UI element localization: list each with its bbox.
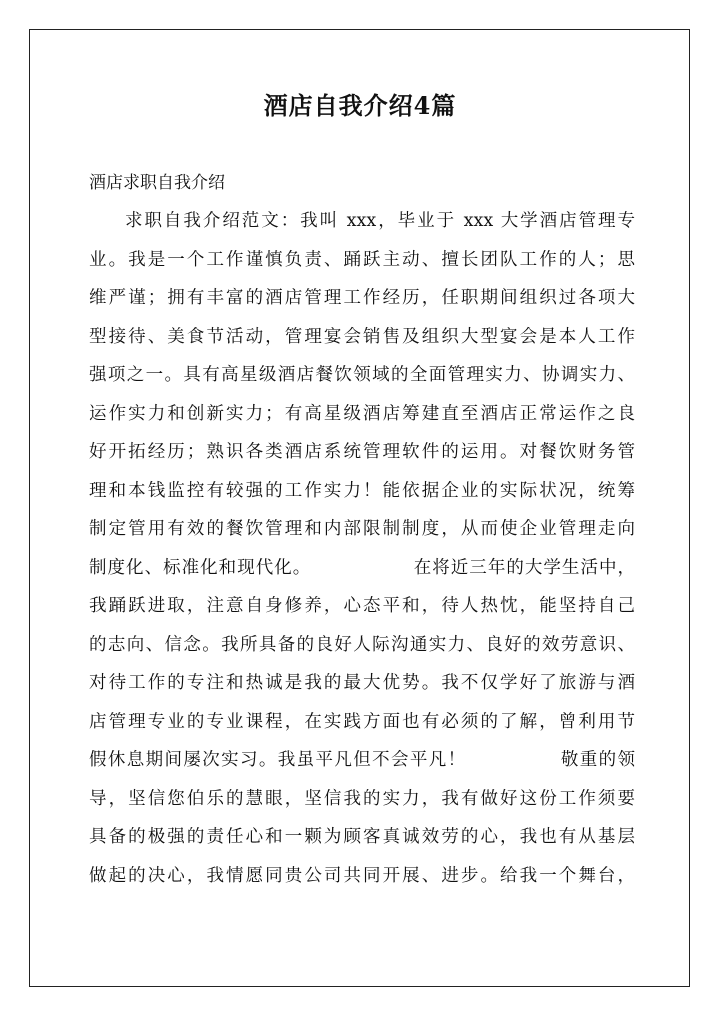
- body-line: 制度化、标准化和现代化。 在将近三年的大学生活中，: [89, 557, 635, 578]
- body-line: 的志向、信念。我所具备的良好人际沟通实力、良好的效劳意识、: [89, 634, 635, 655]
- body-line: 做起的决心，我情愿同贵公司共同开展、进步。给我一个舞台，: [89, 865, 635, 886]
- document-title: 酒店自我介绍4篇: [263, 91, 457, 120]
- body-line: 型接待、美食节活动，管理宴会销售及组织大型宴会是本人工作: [89, 326, 635, 347]
- body-line: 运作实力和创新实力；有高星级酒店筹建直至酒店正常运作之良: [89, 403, 635, 424]
- body-line: 好开拓经历；熟识各类酒店系统管理软件的运用。对餐饮财务管: [89, 442, 635, 462]
- body-line: 维严谨；拥有丰富的酒店管理工作经历，任职期间组织过各项大: [89, 288, 635, 308]
- body-line: 导，坚信您伯乐的慧眼，坚信我的实力，我有做好这份工作须要: [89, 788, 635, 809]
- body-line: 具备的极强的责任心和一颗为顾客真诚效劳的心，我也有从基层: [89, 827, 635, 847]
- body-line: 对待工作的专注和热诚是我的最大优势。我不仅学好了旅游与酒: [89, 673, 635, 693]
- body-line: 强项之一。具有高星级酒店餐饮领域的全面管理实力、协调实力、: [89, 365, 635, 385]
- body-line: 制定管用有效的餐饮管理和内部限制制度，从而使企业管理走向: [89, 519, 635, 539]
- body-line: 我踊跃进取，注意自身修养，心态平和，待人热忱，能坚持自己: [89, 596, 635, 616]
- body-line: 假休息期间屡次实习。我虽平凡但不会平凡！ 敬重的领: [89, 750, 635, 770]
- section-heading: 酒店求职自我介绍: [89, 173, 225, 193]
- body-line: 业。我是一个工作谨慎负责、踊跃主动、擅长团队工作的人；思: [89, 249, 635, 270]
- body-line: 理和本钱监控有较强的工作实力！能依据企业的实际状况，统筹: [89, 480, 635, 501]
- body-line: 店管理专业的专业课程，在实践方面也有必须的了解，曾利用节: [89, 711, 635, 732]
- body-line: 求职自我介绍范文：我叫 xxx，毕业于 xxx 大学酒店管理专: [125, 211, 635, 231]
- body-text: [89, 202, 635, 895]
